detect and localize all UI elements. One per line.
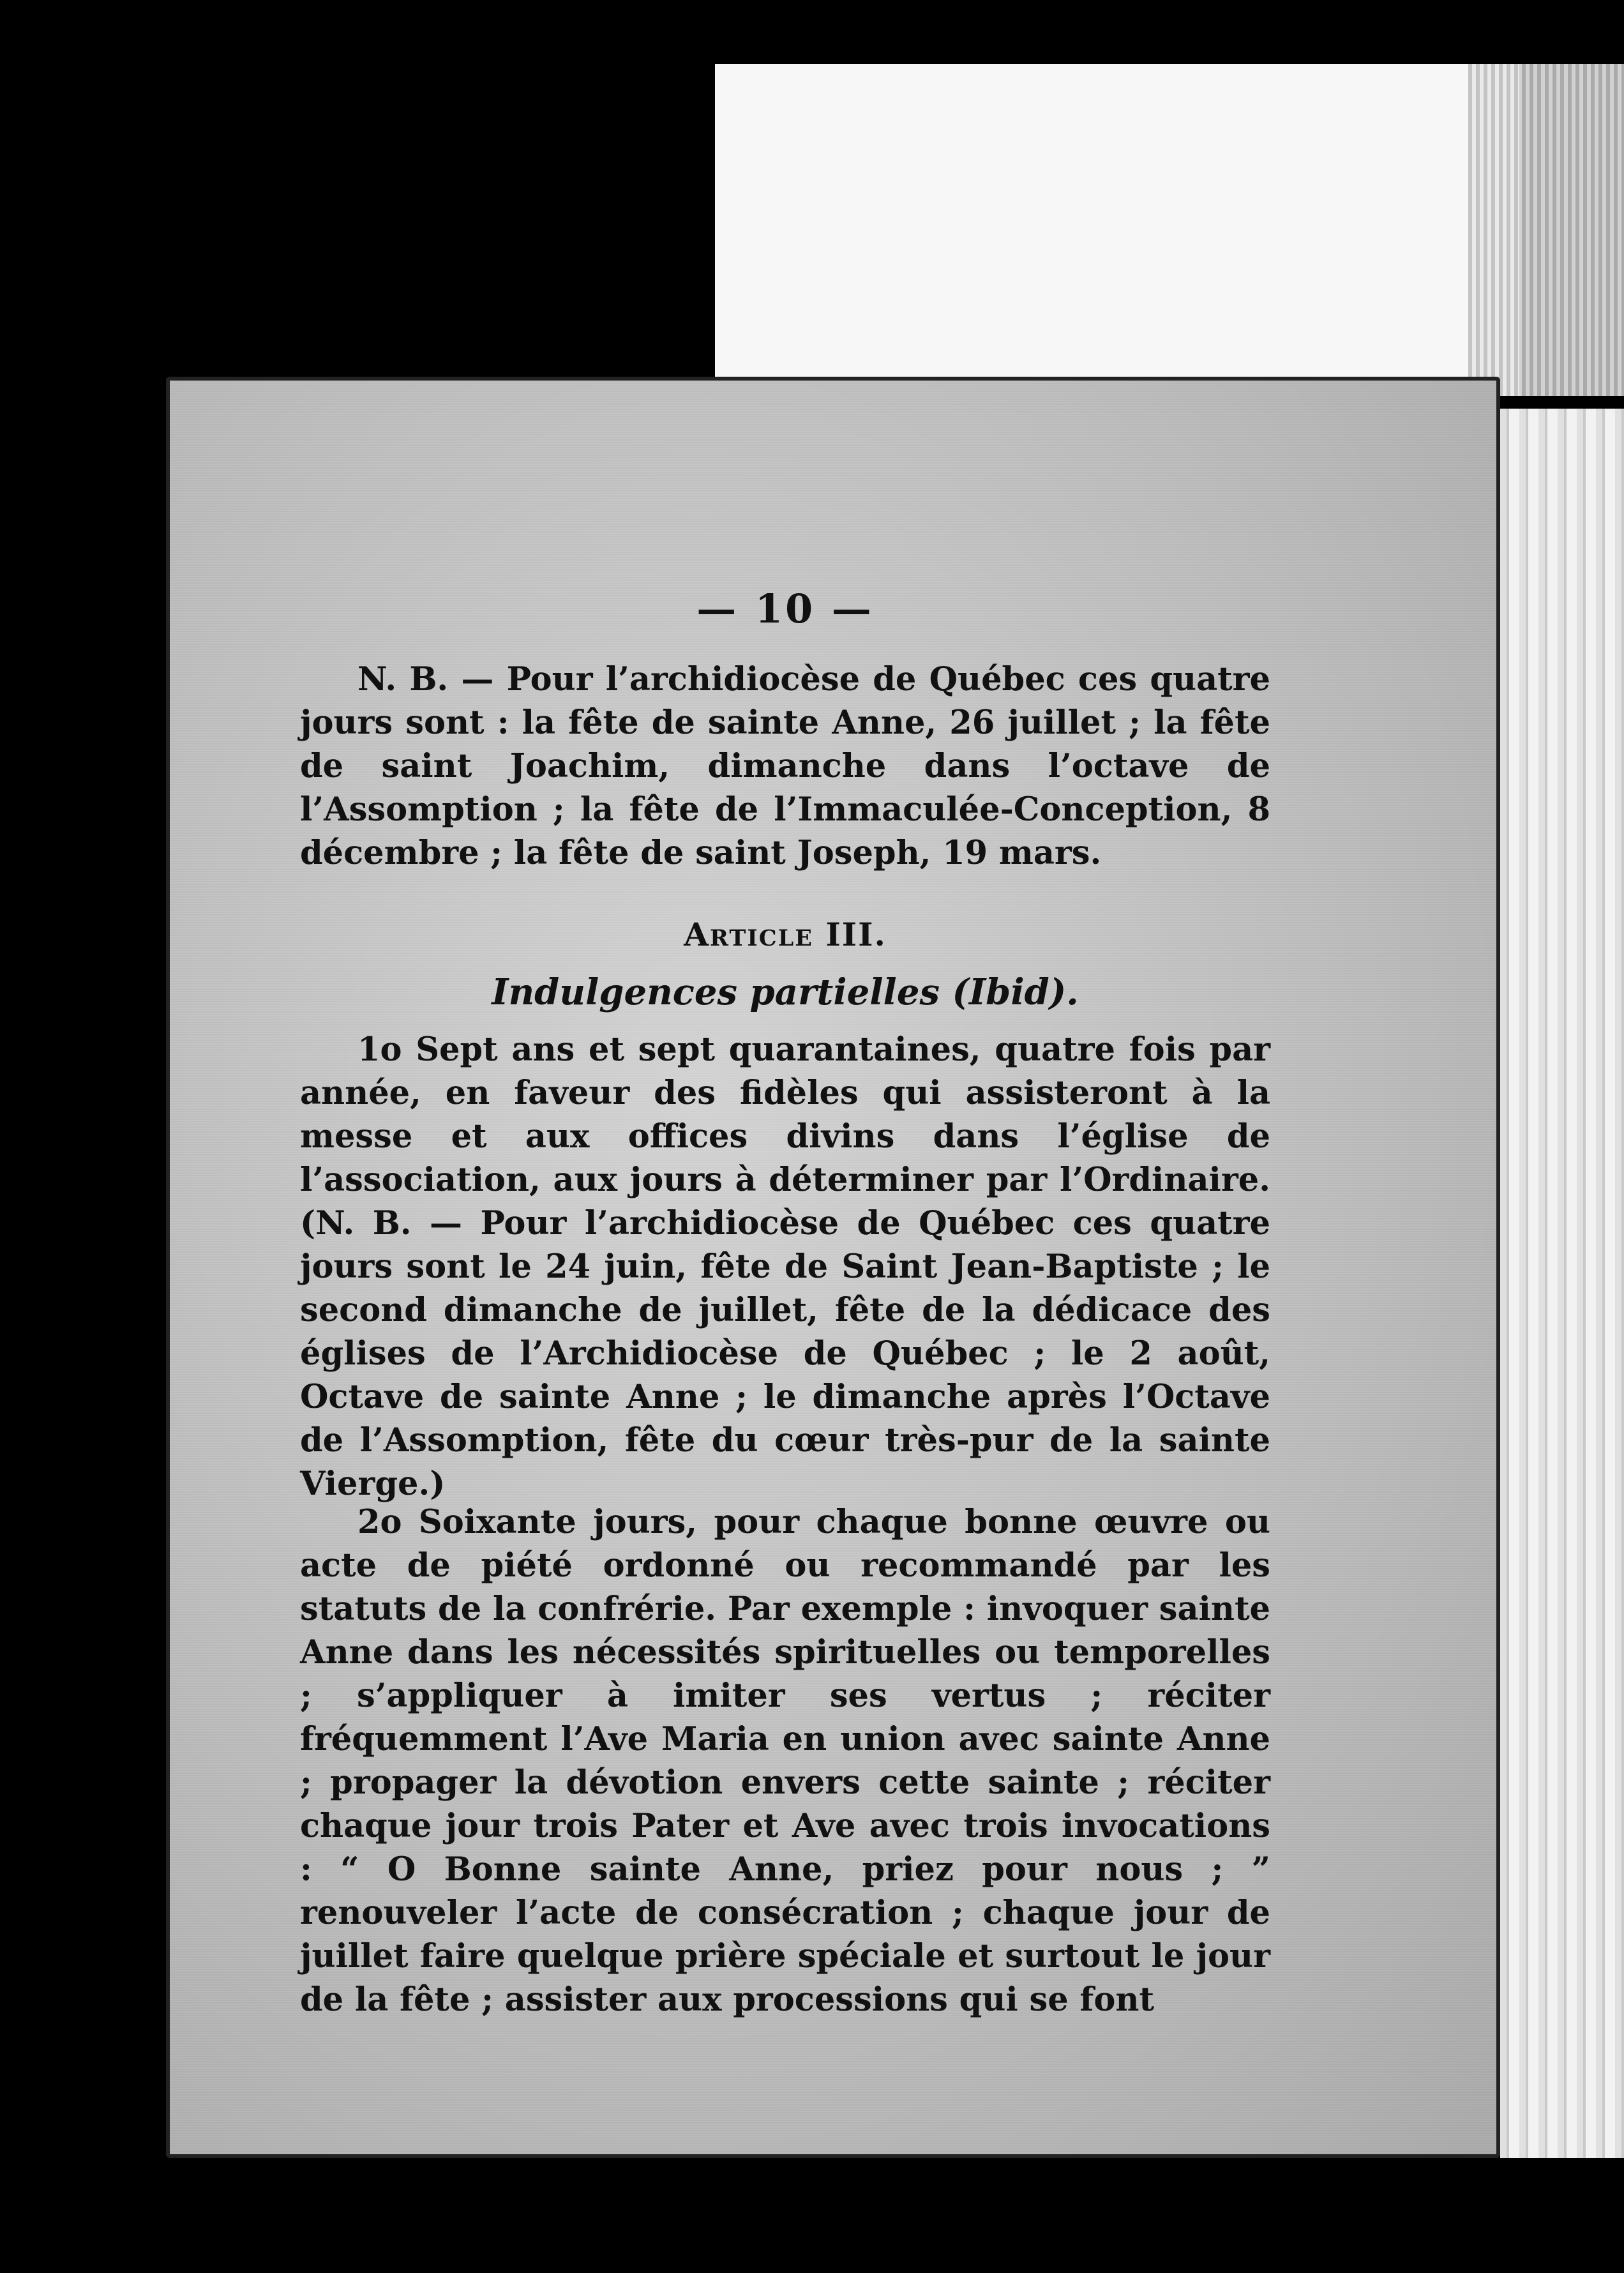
nb-paragraph: N. B. — Pour l’archidiocèse de Québec ces quatre jours sont : la fête de sainte Anne, 26 juillet ; la fête de saint Joachim, dimanche dans l’octave de l’Assomption ; la fête de l’Immaculée-Conception, 8 décembre ; la fête de saint Joseph, 19 mars. (300, 660, 1270, 872)
background-sheet (715, 64, 1519, 396)
background-sheet-edge (1468, 64, 1624, 396)
adjacent-page-edge (1500, 409, 1624, 2158)
section-subheading: Indulgences partielles (Ibid). (492, 971, 1079, 1013)
paragraph-1: 1o Sept ans et sept quarantaines, quatre fois par année, en faveur des fidèles qui assisteront à la messe et aux offices divins dans l’église de l’association, aux jours à déterminer par l’Ordinaire. (N. B. — Pour l’archidiocèse de Québec ces quatre jours sont le 24 juin, fête de Saint Jean-Baptiste ; le second dimanche de juillet, fête de la dédicace des églises de l’Archidiocèse de Québec ; le 2 août, Octave de sainte Anne ; le dimanche après l’Octave de l’Assomption, fête du cœur très-pur de la sainte Vierge.) (300, 1031, 1270, 1503)
page-number: — 10 — (696, 585, 874, 632)
article-heading: Article III. (684, 916, 887, 953)
paragraph-2: 2o Soixante jours, pour chaque bonne œuvre ou acte de piété ordonné ou recommandé par les statuts de la confrérie. Par exemple : invoquer sainte Anne dans les nécessités spirituelles ou temporelles ; s’appliquer à imiter ses vertus ; réciter fréquemment l’Ave Maria en union avec sainte Anne ; propager la dévotion envers cette sainte ; réciter chaque jour trois Pater et Ave avec trois invocations : “ O Bonne sainte Anne, priez pour nous ; ” renouveler l’acte de consécration ; chaque jour de juillet faire quelque prière spéciale et surtout le jour de la fête ; assister aux processions qui se font (300, 1503, 1270, 2019)
